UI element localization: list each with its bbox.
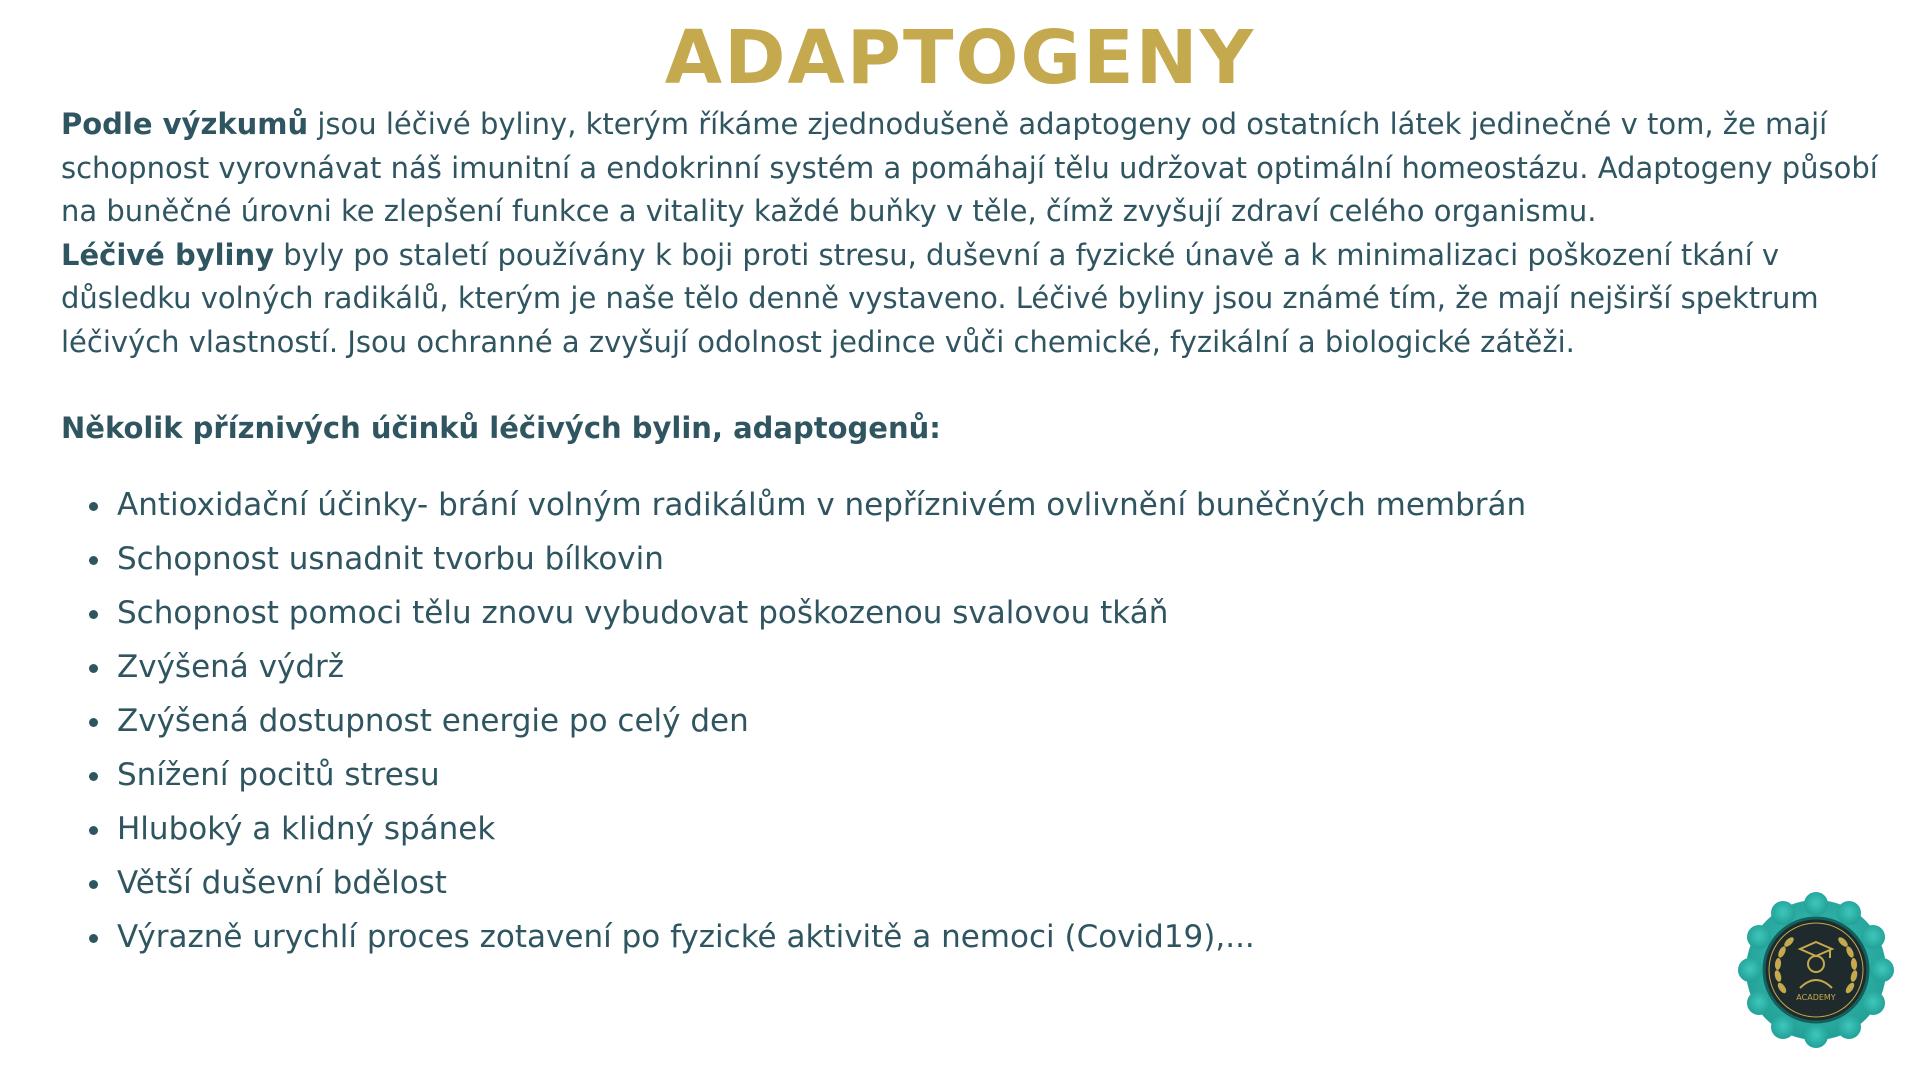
list-item: Zvýšená výdrž xyxy=(61,643,1881,697)
list-item: Schopnost usnadnit tvorbu bílkovin xyxy=(61,535,1881,589)
paragraph-herbs xyxy=(61,234,1881,365)
list-item: Snížení pocitů stresu xyxy=(61,751,1881,805)
paragraph-herbs-lead: Léčivé byliny xyxy=(61,237,275,272)
paragraph-herbs-text: byly po staletí používány k boji proti stresu, duševní a fyzické únavě a k minimalizaci poškození tkání v důsledku volných radikálů, kterým je naše tělo denně vystaveno. Léčivé byliny jsou známé tím, že mají nejširší spektrum léčivých vlastností. Jsou ochranné a zvyšují odolnost jedince vůči chemické, fyzikální a biologické zátěži. xyxy=(61,237,1819,359)
badge-text: ACADEMY xyxy=(1796,993,1836,1002)
list-item: Hluboký a klidný spánek xyxy=(61,805,1881,859)
list-item: Zvýšená dostupnost energie po celý den xyxy=(61,697,1881,751)
list-item: Antioxidační účinky- brání volným radikálům v nepříznivém ovlivnění buněčných membrán xyxy=(61,481,1881,535)
list-item: Schopnost pomoci tělu znovu vybudovat poškozenou svalovou tkáň xyxy=(61,589,1881,643)
list-item: Větší duševní bdělost xyxy=(61,859,1881,913)
effects-list xyxy=(61,481,1881,967)
page-title: ADAPTOGENY xyxy=(664,15,1256,101)
effects-heading: Několik příznivých účinků léčivých bylin, adaptogenů: xyxy=(61,411,941,445)
paragraph-research xyxy=(61,103,1881,234)
paragraph-research-lead: Podle výzkumů xyxy=(61,107,309,141)
main-content xyxy=(61,103,1881,967)
academy-seal-icon xyxy=(1734,888,1898,1052)
paragraph-research-text: jsou léčivé byliny, kterým říkáme zjednodušeně adaptogeny od ostatních látek jedinečné v tom, že mají schopnost vyrovnávat náš imunitní a endokrinní systém a pomáhají tělu udržovat optimální homeostázu. Adaptogeny působí na buněčné úrovni ke zlepšení funkce a vitality každé buňky v těle, čímž zvyšují zdraví celého organismu. xyxy=(61,107,1878,228)
list-item: Výrazně urychlí proces zotavení po fyzické aktivitě a nemoci (Covid19),... xyxy=(61,913,1881,967)
